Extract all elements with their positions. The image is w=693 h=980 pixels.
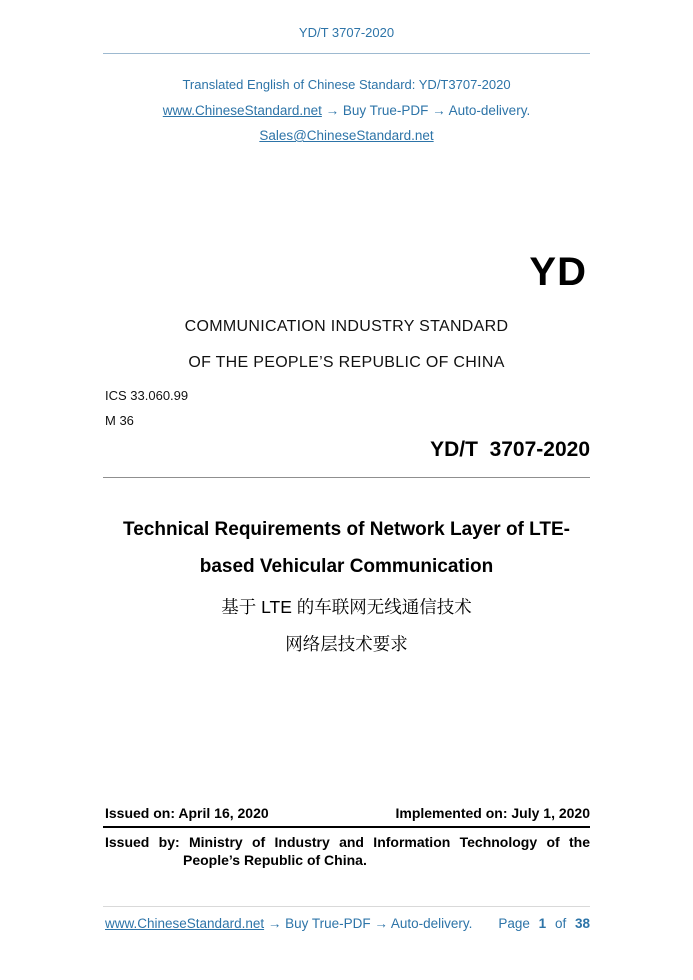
issued-on-label: Issued on: April 16, 2020 — [105, 805, 269, 821]
header-doc-ref: YD/T 3707-2020 — [298, 25, 395, 40]
footer-row — [105, 916, 590, 931]
org-name-line-1: COMMUNICATION INDUSTRY STANDARD — [184, 318, 509, 335]
title-en-line-2: based Vehicular Communication — [199, 556, 494, 577]
footer-divider — [103, 906, 590, 907]
implemented-on-label: Implemented on: July 1, 2020 — [395, 805, 590, 821]
website-link[interactable]: www.ChineseStandard.net — [162, 103, 322, 118]
issued-by-line-1: Issued by: Ministry of Industry and Information Technology of the — [105, 834, 590, 850]
class-code: M 36 — [105, 413, 134, 428]
page-label: Page — [498, 916, 530, 931]
title-zh-line-1: 基于 LTE 的车联网无线通信技术 — [221, 597, 472, 617]
doc-number-divider — [103, 477, 590, 478]
sales-email-line — [0, 128, 693, 143]
buy-line-rest: → Buy True-PDF → Auto-delivery. — [321, 103, 531, 118]
title-zh-line-2: 网络层技术要求 — [285, 634, 408, 654]
translated-standard-line: Translated English of Chinese Standard: YD/T3707-2020 — [182, 77, 511, 92]
ics-code: ICS 33.060.99 — [105, 388, 189, 403]
header-buy-line — [0, 103, 693, 118]
doc-number: YD/T 3707-2020 — [430, 438, 590, 461]
page-of-label: of — [554, 916, 567, 931]
footer-site-link[interactable]: www.ChineseStandard.net — [105, 916, 265, 931]
sales-email-link[interactable]: Sales@ChineseStandard.net — [259, 128, 434, 143]
org-name-line-2: OF THE PEOPLE’S REPUBLIC OF CHINA — [188, 354, 505, 371]
footer-buy-line — [105, 916, 472, 931]
page-indicator — [498, 916, 590, 931]
page-total: 38 — [574, 916, 590, 931]
page-current: 1 — [538, 916, 547, 931]
issue-divider — [103, 826, 590, 828]
issued-by-line-2: People’s Republic of China. — [183, 852, 367, 868]
header-divider — [103, 53, 590, 54]
title-en-line-1: Technical Requirements of Network Layer of LTE- — [123, 519, 570, 540]
footer-buy-rest: → Buy True-PDF → Auto-delivery. — [264, 916, 473, 931]
standard-logo: YD — [529, 250, 587, 294]
issue-dates-row — [105, 805, 590, 821]
